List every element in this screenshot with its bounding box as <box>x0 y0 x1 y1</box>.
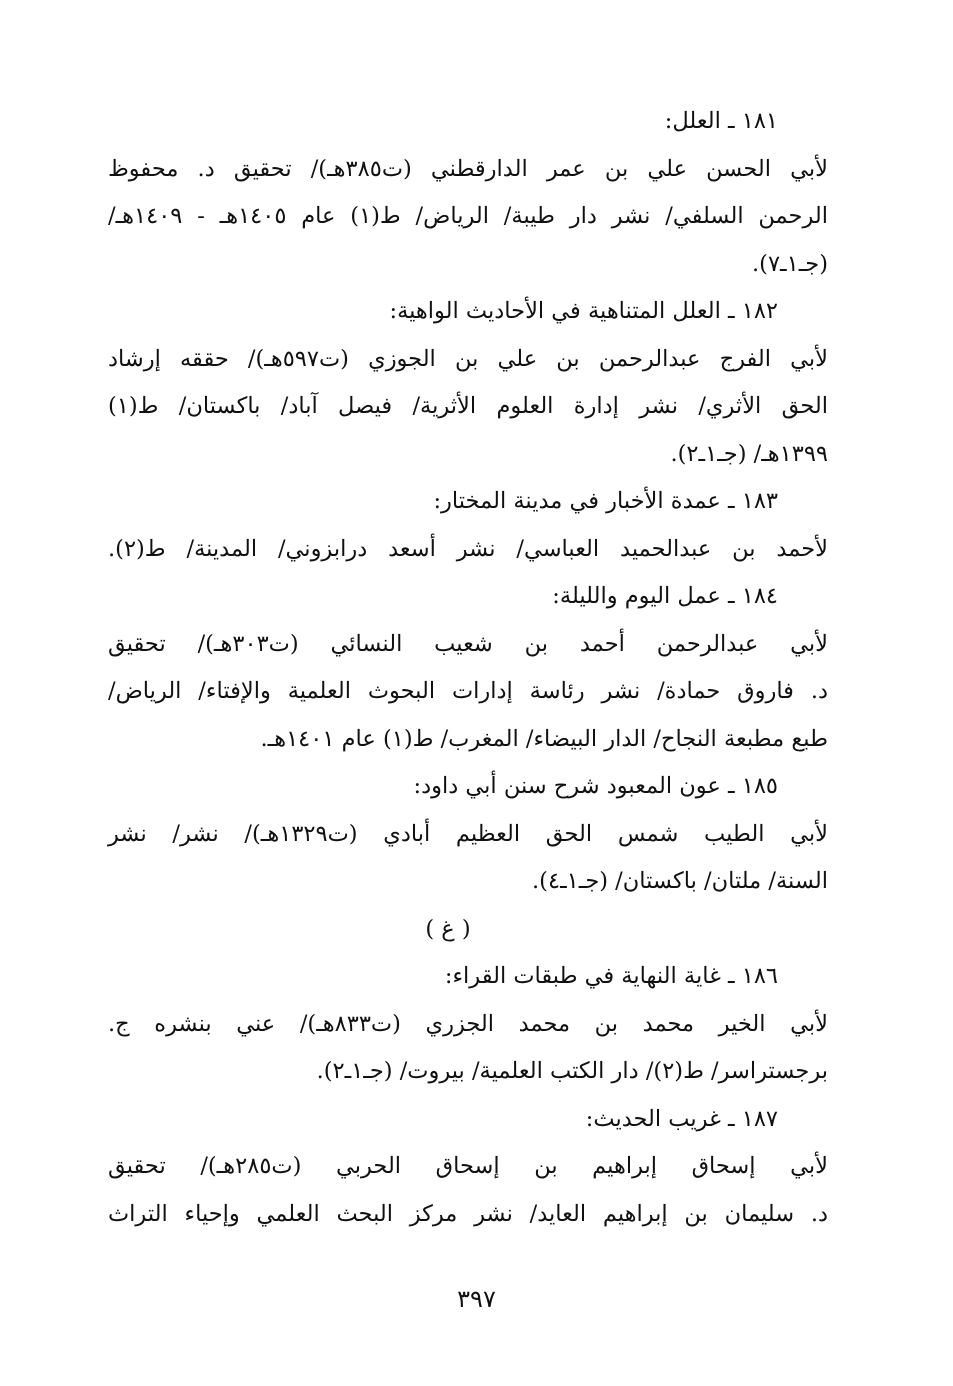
entry-182-heading: ١٨٢ ـ العلل المتناهية في الأحاديث الواهية: <box>389 298 778 324</box>
entry-187-heading: ١٨٧ ـ غريب الحديث: <box>585 1105 778 1132</box>
entry-184-body-line: طبع مطبعة النجاح/ الدار البيضاء/ المغرب/ ط(١) عام ١٤٠١هـ. <box>260 725 828 752</box>
entry-187-body-line: لأبي إسحاق إبراهيم بن إسحاق الحربي (ت٢٨٥هـ)/ تحقيق <box>108 1153 828 1179</box>
entry-182-body-line: الحق الأثري/ نشر إدارة العلوم الأثرية/ فيصل آباد/ باكستان/ ط(١) <box>108 393 828 419</box>
entry-187-body-line: د. سليمان بن إبراهيم العايد/ نشر مركز البحث العلمي وإحياء التراث <box>108 1200 828 1227</box>
entry-183-body-line: لأحمد بن عبدالحميد العباسي/ نشر أسعد درابزوني/ المدينة/ ط(٢). <box>108 535 828 562</box>
entry-181-body-line: لأبي الحسن علي بن عمر الدارقطني (ت٣٨٥هـ)/ تحقيق د. محفوظ <box>108 155 828 182</box>
section-letter-heading: ( غ ) <box>425 915 471 942</box>
entry-185-heading: ١٨٥ ـ عون المعبود شرح سنن أبي داود: <box>413 773 778 799</box>
entry-182-body-line: ١٣٩٩هـ/ (جـ١ـ٢). <box>670 440 828 467</box>
entry-184-heading: ١٨٤ ـ عمل اليوم والليلة: <box>552 583 778 609</box>
entry-186-heading: ١٨٦ ـ غاية النهاية في طبقات القراء: <box>444 963 778 989</box>
entry-186-body-line: برجستراسر/ ط(٢)/ دار الكتب العلمية/ بيروت/ (جـ١ـ٢). <box>316 1058 828 1084</box>
entry-181-body-line: الرحمن السلفي/ نشر دار طيبة/ الرياض/ ط(١) عام ١٤٠٥هـ - ١٤٠٩هـ/ <box>108 203 828 229</box>
page-number: ٣٩٧ <box>457 1285 496 1313</box>
entry-181-body-line: (جـ١ـ٧). <box>752 250 828 277</box>
entry-184-body-line: لأبي عبدالرحمن أحمد بن شعيب النسائي (ت٣٠٣هـ)/ تحقيق <box>108 630 828 657</box>
entry-185-body-line: السنة/ ملتان/ باكستان/ (جـ١ـ٤). <box>532 868 828 894</box>
bibliography-list <box>108 98 828 1238</box>
entry-183-heading: ١٨٣ ـ عمدة الأخبار في مدينة المختار: <box>433 488 778 514</box>
entry-185-body-line: لأبي الطيب شمس الحق العظيم أبادي (ت١٣٢٩هـ)/ نشر/ نشر <box>108 820 829 847</box>
entry-182-body-line: لأبي الفرج عبدالرحمن بن علي بن الجوزي (ت٥٩٧هـ)/ حققه إرشاد <box>108 345 828 372</box>
entry-181-heading: ١٨١ ـ العلل: <box>664 108 778 134</box>
entry-186-body-line: لأبي الخير محمد بن محمد الجزري (ت٨٣٣هـ)/ عني بنشره ج. <box>108 1010 828 1037</box>
entry-184-body-line: د. فاروق حمادة/ نشر رئاسة إدارات البحوث العلمية والإفتاء/ الرياض/ <box>108 678 828 704</box>
